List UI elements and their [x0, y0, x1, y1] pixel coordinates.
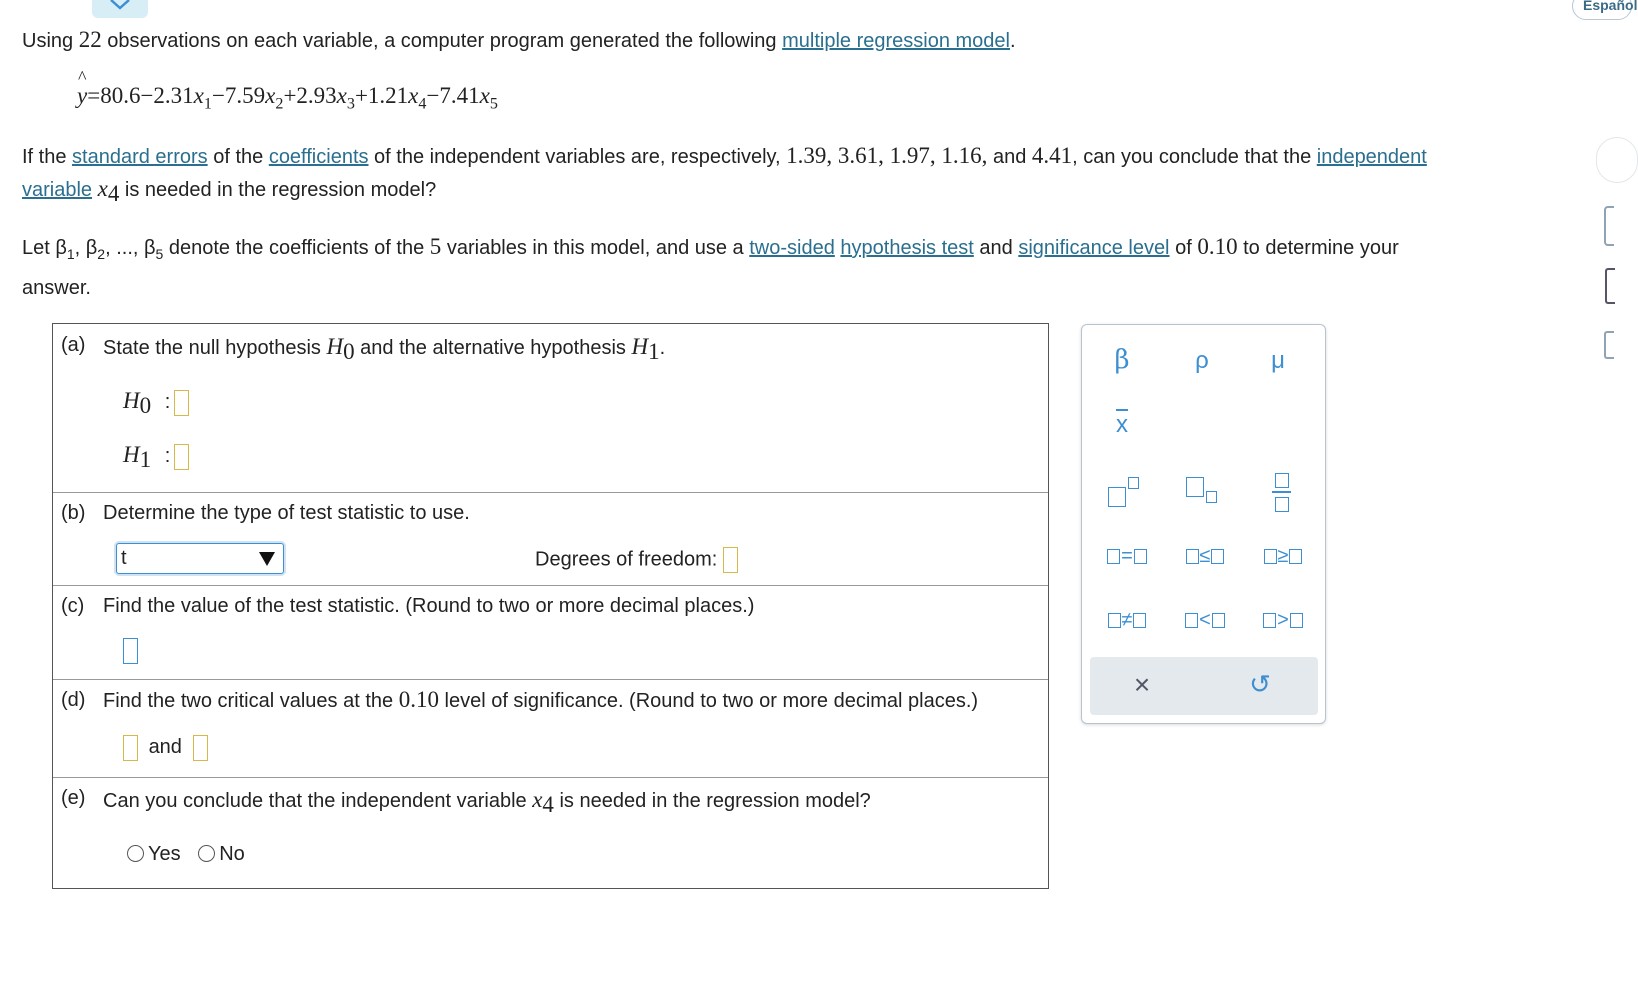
beta-symbol-button[interactable]: β	[1114, 345, 1130, 375]
part-b-prompt: Determine the type of test statistic to use.	[103, 502, 470, 524]
part-label: (b)	[61, 502, 86, 524]
less-equal-button[interactable]: ≤	[1178, 545, 1232, 568]
critical-value-2-input[interactable]	[193, 735, 208, 761]
x-bar-button[interactable]: x	[1116, 411, 1128, 438]
side-edge-control[interactable]	[1605, 268, 1615, 304]
conclusion-options	[127, 843, 245, 866]
degrees-of-freedom-input[interactable]	[723, 547, 738, 573]
subscript-button[interactable]	[1186, 477, 1226, 511]
fraction-button[interactable]	[1272, 473, 1294, 515]
question-box	[52, 323, 1049, 889]
part-a	[53, 324, 1048, 493]
glossary-link[interactable]: variable	[22, 179, 93, 201]
side-edge-control[interactable]	[1604, 206, 1614, 246]
h0-answer-input[interactable]	[174, 390, 189, 416]
part-d-prompt: Find the two critical values at the 0.10 level of significance. (Round to two or more decimal places.)	[103, 687, 979, 712]
greater-than-button[interactable]: >	[1256, 609, 1310, 632]
fraction-bar-icon	[1272, 491, 1291, 493]
undo-icon[interactable]: ↺	[1249, 669, 1271, 699]
palette-actions	[1090, 657, 1318, 715]
part-d	[53, 679, 1048, 778]
side-panel-handle[interactable]	[1596, 137, 1638, 183]
glossary-link[interactable]: significance level	[1018, 237, 1170, 259]
radio-yes[interactable]	[127, 845, 144, 862]
not-equal-button[interactable]: ≠	[1100, 609, 1154, 632]
no-option[interactable]: No	[198, 843, 245, 865]
numerator-box-icon	[1275, 473, 1289, 488]
glossary-link[interactable]: coefficients	[268, 146, 369, 168]
h0-row: $H_0$ :	[123, 388, 189, 419]
part-e	[53, 777, 1048, 886]
language-toggle-button[interactable]: Español	[1572, 0, 1632, 20]
problem-question: If the standard errors of the coefficients of the independent variables are, respectively, 1.39, 3.61, 1.97, 1.16, and 4.41, can you conclude that the independent variable $x_4$ is needed in the regression model?	[22, 143, 1427, 206]
glossary-link[interactable]: two-sided	[749, 237, 835, 259]
less-than-button[interactable]: <	[1178, 609, 1232, 632]
superscript-button[interactable]	[1108, 477, 1148, 511]
mu-symbol-button[interactable]: μ	[1271, 347, 1285, 374]
glossary-link[interactable]: independent	[1316, 146, 1427, 168]
glossary-link[interactable]: multiple regression model	[782, 30, 1010, 52]
clear-icon[interactable]: ×	[1133, 669, 1151, 700]
subscript-box-icon	[1206, 491, 1217, 503]
regression-equation: ^ $y=80.6-2.31x_1-7.59x_2+2.93x_3+1.21x_4-7.41x_5$	[77, 67, 498, 113]
chevron-down-icon	[109, 0, 131, 10]
part-a-prompt: State the null hypothesis $H_0$ and the alternative hypothesis $H_1$.	[103, 334, 666, 364]
rho-symbol-button[interactable]: ρ	[1195, 347, 1209, 374]
h1-answer-input[interactable]	[174, 444, 189, 470]
dropdown-value: t	[121, 547, 127, 569]
problem-intro: Using 22 observations on each variable, a computer program generated the following multiple regression model.	[22, 27, 1016, 52]
superscript-box-icon	[1128, 477, 1139, 489]
test-statistic-dropdown[interactable]	[116, 543, 284, 574]
math-palette	[1081, 324, 1326, 724]
h1-row: $H_1$ :	[123, 442, 189, 473]
part-label: (c)	[61, 595, 85, 617]
part-label: (d)	[61, 689, 86, 711]
equals-button[interactable]: =	[1100, 545, 1154, 568]
part-b	[53, 492, 1048, 586]
denominator-box-icon	[1275, 497, 1289, 512]
greater-equal-button[interactable]: ≥	[1256, 545, 1310, 568]
yes-option[interactable]: Yes	[127, 843, 181, 865]
side-edge-control[interactable]	[1604, 331, 1614, 359]
base-box-icon	[1108, 487, 1126, 507]
caret-down-icon	[259, 552, 275, 566]
part-label: (a)	[61, 334, 86, 356]
problem-instructions: Let $\beta_1$, $\beta_2$, ..., $\beta_5$ denote the coefficients of the 5 variables in this model, and use a two-sided hypothesis test and significance level of 0.10 to determine your answer.	[22, 234, 1399, 299]
collapse-tab[interactable]	[92, 0, 148, 18]
part-c-prompt: Find the value of the test statistic. (Round to two or more decimal places.)	[103, 595, 755, 617]
critical-values-row: and	[123, 735, 208, 761]
test-statistic-input[interactable]	[123, 638, 138, 664]
y-hat: ^ y	[77, 67, 88, 108]
glossary-link[interactable]: hypothesis test	[840, 237, 974, 259]
degrees-of-freedom-row: Degrees of freedom:	[535, 547, 738, 573]
radio-no[interactable]	[198, 845, 215, 862]
base-box-icon	[1186, 477, 1204, 497]
glossary-link[interactable]: standard errors	[72, 146, 208, 168]
critical-value-1-input[interactable]	[123, 735, 138, 761]
part-label: (e)	[61, 787, 86, 809]
part-e-prompt: Can you conclude that the independent variable $x_4$ is needed in the regression model?	[103, 787, 871, 817]
part-c	[53, 585, 1048, 680]
